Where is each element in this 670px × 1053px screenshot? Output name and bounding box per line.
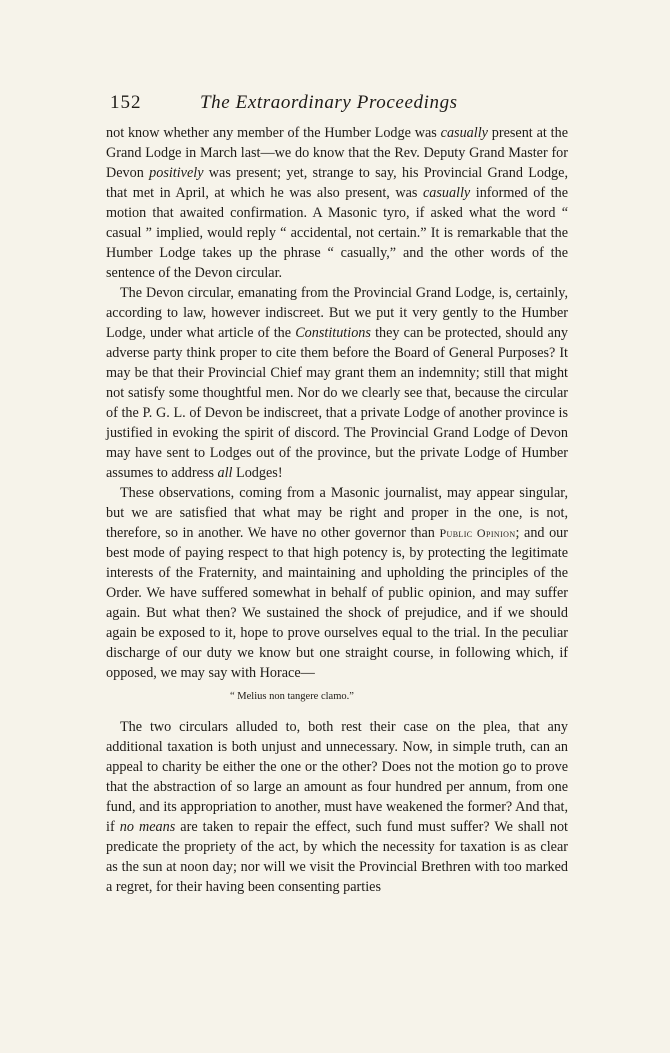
horace-quotation: “ Melius non tangere clamo.” — [230, 691, 354, 702]
emphasis-no-means: no means — [119, 819, 176, 835]
running-title: The Extraordinary Proceedings — [200, 92, 458, 113]
paragraph-1 — [106, 123, 568, 283]
text-run: was present; yet, strange to say, his Provincial Grand Lodge, that met in April, at which he was also present, was — [106, 165, 568, 201]
running-header — [110, 92, 560, 118]
emphasis-constitutions: Constitutions — [295, 325, 371, 341]
paragraph-4 — [106, 717, 568, 897]
page-number: 152 — [110, 92, 142, 113]
emphasis-casually: casually — [422, 185, 471, 201]
text-run: ; and our best mode of paying respect to that high potency is, by protecting the legitimate interests of the Fraternity, and maintaining and upholding the principles of the Order. We have suffered somewhat in behalf of public opinion, and may suffer again. But what then? We sustained the shock of prejudice, and if we should again be exposed to it, hope to prove ourselves equal to the trial. In the peculiar discharge of our duty we know but one straight course, in following which, if opposed, we may say with Horace— — [106, 525, 568, 681]
paragraph-2 — [106, 283, 568, 483]
emphasis-all: all — [217, 465, 233, 481]
text-run: not know whether any member of the Humber Lodge was — [106, 125, 441, 141]
text-run: they can be protected, should any adverse party think proper to cite them before the Board of General Purposes? It may be that their Provincial Chief may grant them an indemnity; still that might not satisfy some thoughtful men. Nor do we clearly see that, because the circular of the P. G. L. of Devon be indiscreet, that a private Lodge of another province is justified in evoking the spirit of discord. The Provincial Grand Lodge of Devon may have sent to Lodges out of the province, but the private Lodge of Humber assumes to address — [106, 325, 569, 481]
emphasis-casually: casually — [440, 125, 488, 141]
text-run: are taken to repair the effect, such fund must suffer? We shall not predicate the propriety of the act, by which the necessity for taxation is as clear as the sun at noon day; nor will we visit the Provincial Brethren with too marked a regret, for their having been consenting parties — [106, 819, 568, 895]
text-run: present at the Grand Lodge in March last—we do know that the Rev. Deputy Grand Master for Devon — [106, 125, 568, 181]
text-run: These observations, coming from a Masonic journalist, may appear singular, but we are satisfied that what may be right and proper in the one, is not, therefore, so in another. We have no other governor than — [106, 485, 568, 541]
text-run: Lodges! — [232, 465, 283, 481]
text-run: The Devon circular, emanating from the Provincial Grand Lodge, is, certainly, according to law, however indiscreet. But we put it very gently to the Humber Lodge, under what article of the — [106, 285, 568, 341]
text-run: The two circulars alluded to, both rest their case on the plea, that any additional taxation is both unjust and unnecessary. Now, in simple truth, can an appeal to charity be either the one or the other? Does not the motion go to prove that the abstraction of so large an amount as four hundred per annum, from one fund, and its appropriation to another, must have weakened the former? And that, if — [106, 719, 568, 835]
paragraph-3 — [106, 483, 568, 683]
small-caps-public-opinion: Public Opinion — [439, 526, 516, 540]
text-run: informed of the motion that awaited confirmation. A Masonic tyro, if asked what the word “ casual ” implied, would reply “ accidental, not certain.” It is remarkable that the Humber Lodge takes up the phrase “ casually,” and the other words of the sentence of the Devon circular. — [106, 185, 568, 281]
page-body — [106, 123, 568, 897]
emphasis-positively: positively — [149, 165, 204, 181]
